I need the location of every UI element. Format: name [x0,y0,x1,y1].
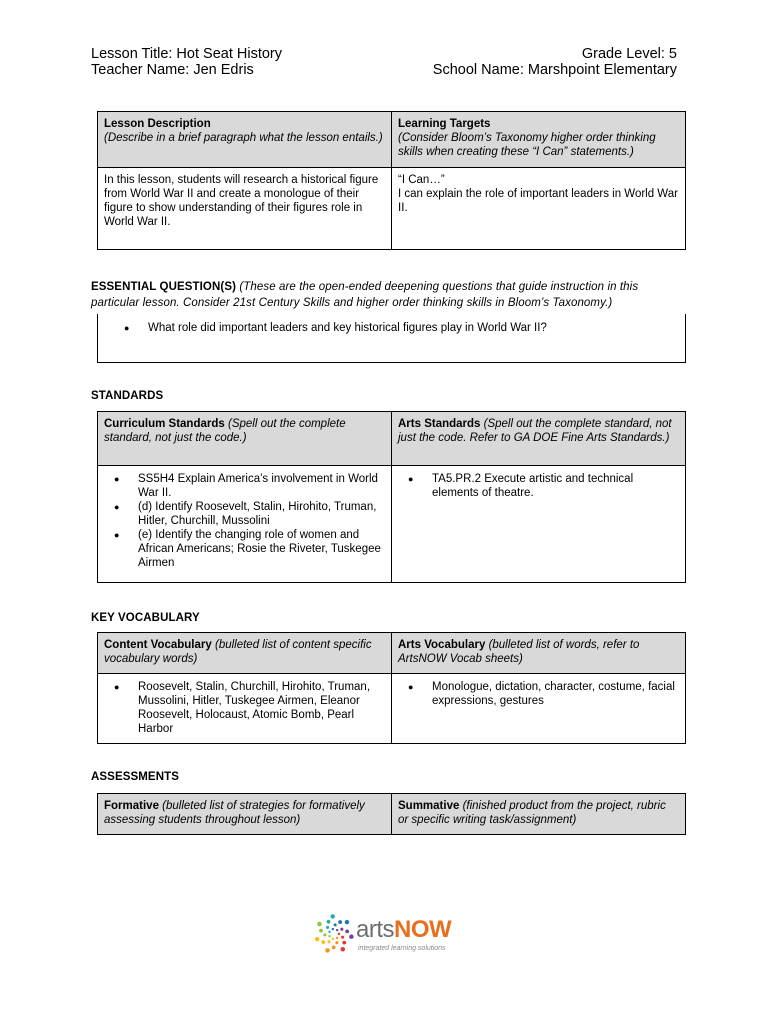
logo-tagline: integrated learning solutions [358,945,446,952]
logo-dot [338,933,340,935]
formative-note: (bulleted list of strategies for formatively assessing students throughout lesson) [104,800,365,826]
arts-vocabulary-header [392,633,686,674]
logo-dot [341,936,344,939]
lesson-description-header [98,112,392,168]
logo-dot [327,920,331,924]
list-item: ● SS5H4 Explain America’s involvement in World War II. [138,472,385,500]
list-item: ● Monologue, dictation, character, costume, facial expressions, gestures [432,680,679,708]
lesson-description-cell [98,168,392,250]
logo-dot [332,938,334,940]
logo-dot [336,937,338,939]
essential-questions-box [97,314,686,363]
essential-questions-heading: ESSENTIAL QUESTION(S) [91,281,237,293]
assessments-table [97,793,686,835]
essential-questions-note: (These are the open-ended deepening questions that guide instruction in this particular lesson. Consider 21st Century Skills and higher order thinking skills in Bloom’s Taxonomy.) [91,281,639,309]
arts-vocabulary-title: Arts Vocabulary [398,639,486,651]
logo-dot [341,947,346,952]
list-item: ● What role did important leaders and key historical figures play in World War II? [148,321,685,335]
content-vocabulary-note: (bulleted list of content specific vocabulary words) [104,639,372,665]
formative-header [98,794,392,835]
logo-dot [321,940,325,944]
curriculum-standards-title: Curriculum Standards [104,418,225,430]
key-vocabulary-title: KEY VOCABULARY [91,612,200,624]
curriculum-standards-header [98,412,392,466]
curriculum-standards-note: (Spell out the complete standard, not just the code.) [104,418,346,444]
summative-title: Summative [398,800,460,812]
logo-dot [336,929,338,931]
list-item: ● (e) Identify the changing role of women and African Americans; Rosie the Riveter, Tuskegee Airmen [138,528,385,570]
arts-standards-title: Arts Standards [398,418,481,430]
logo-dot [315,937,320,942]
logo-dot [319,929,323,933]
artsnow-logo [312,910,462,960]
logo-dot [330,914,335,919]
content-vocabulary-title: Content Vocabulary [104,639,212,651]
assessments-title: ASSESSMENTS [91,771,180,783]
lesson-description-title: Lesson Description [104,118,211,130]
logo-dot [342,941,346,945]
arts-standards-note: (Spell out the complete standard, not just the code. Refer to GA DOE Fine Arts Standards.) [398,418,672,444]
artsnow-wordmark [356,916,451,944]
logo-dot [345,929,349,933]
learning-targets-note: (Consider Bloom’s Taxonomy higher order thinking skills when creating these “I Can” statements.) [398,132,656,158]
logo-dot [334,923,337,926]
logo-word-now: NOW [394,916,452,943]
logo-dot [332,928,334,930]
arts-vocabulary-cell [392,674,686,744]
logo-dot [328,931,330,933]
content-vocabulary-list [104,680,385,736]
list-item: ● (d) Identify Roosevelt, Stalin, Hirohito, Truman, Hitler, Churchill, Mussolini [138,500,385,528]
summative-note: (finished product from the project, rubric or specific writing task/assignment) [398,800,666,826]
logo-dot [335,941,338,944]
standards-title: STANDARDS [91,390,164,402]
arts-vocabulary-list [398,680,679,708]
list-item: ● Roosevelt, Stalin, Churchill, Hirohito, Truman, Mussolini, Hitler, Tuskegee Airmen, Eleanor Roosevelt, Holocaust, Atomic Bomb, Pearl Harbor [138,680,385,736]
curriculum-standards-list [104,472,385,570]
logo-dot [332,945,336,949]
logo-dot [345,920,350,925]
arts-standards-list [398,472,679,500]
logo-dot [338,920,342,924]
lesson-description-note: (Describe in a brief paragraph what the lesson entails.) [104,132,383,144]
learning-targets-cell [392,168,686,250]
lesson-title: Lesson Title: Hot Seat History [91,46,282,62]
logo-dot [326,926,329,929]
essential-questions-title [91,279,680,311]
teacher-name: Teacher Name: Jen Edris [91,62,254,78]
lesson-description-body: In this lesson, students will research a historical figure from World War II and create a monologue of their figure to show understanding of their figures role in World War II. [104,174,379,228]
standards-table [97,411,686,583]
logo-dot [327,940,330,943]
learning-targets-statement: I can explain the role of important leaders in World War II. [398,188,678,214]
logo-dot [317,922,322,927]
logo-dot [340,928,343,931]
formative-title: Formative [104,800,159,812]
logo-dot [349,934,354,939]
school-name: School Name: Marshpoint Elementary [432,62,677,78]
learning-targets-i-can: “I Can…” [398,174,445,186]
vocabulary-table [97,632,686,744]
learning-targets-title: Learning Targets [398,118,491,130]
logo-dot [328,935,330,937]
essential-questions-list [98,321,685,335]
arts-vocabulary-note: (bulleted list of words, refer to ArtsNOW Vocab sheets) [398,639,640,665]
document-header [91,46,677,78]
curriculum-standards-cell [98,466,392,583]
logo-word-arts: arts [356,916,395,943]
lesson-table [97,111,686,250]
content-vocabulary-cell [98,674,392,744]
grade-level: Grade Level: 5 [581,46,677,62]
arts-standards-cell [392,466,686,583]
list-item: ● TA5.PR.2 Execute artistic and technical elements of theatre. [432,472,679,500]
summative-header [392,794,686,835]
logo-dot [325,948,330,953]
learning-targets-header [392,112,686,168]
content-vocabulary-header [98,633,392,674]
artsnow-pinwheel-icon [314,914,354,954]
logo-dot [323,933,326,936]
arts-standards-header [392,412,686,466]
